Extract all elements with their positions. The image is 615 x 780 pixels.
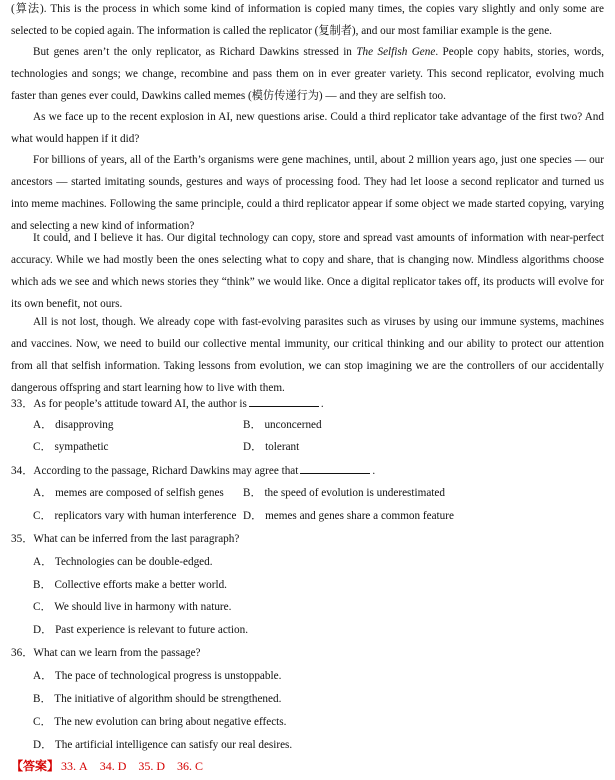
- paragraph-1: (算法). This is the process in which some kind of information is copied many times, the copies vary slightly and only some are selected to be copied again. The information is called the replicator (复制者), and our most familiar example is the gene.: [11, 3, 604, 38]
- answer-35: 35. D: [138, 759, 166, 773]
- question-33: 33．As for people’s attitude toward AI, the author is .: [11, 395, 324, 412]
- book-title: The Selfish Gene: [356, 46, 436, 58]
- answer-36: 36. C: [177, 759, 204, 773]
- paragraph-3: As we face up to the recent explosion in AI, new questions arise. Could a third replicator take advantage of the first two? And what would happen if it did?: [11, 111, 604, 146]
- answer-blank: [249, 395, 319, 407]
- option-34-c: C． replicators vary with human interference: [33, 510, 237, 522]
- option-35-b: B． Collective efforts make a better world.: [33, 579, 227, 591]
- answer-blank: [300, 462, 370, 474]
- option-34-b: B． the speed of evolution is underestimated: [243, 487, 445, 499]
- paragraph-6: All is not lost, though. We already cope with fast-evolving parasites such as viruses by using our immune systems, machines and vaccines. Now, we need to build our collective mental immunity, our critical thinking and our ability to protect our attention from all that selfish information. Taking lessons from evolution, we can stop imagining we are the controllers of our accidentally dangerous offspring and start learning how to live with them.: [11, 316, 604, 395]
- paragraph-2: But genes aren’t the only replicator, as Richard Dawkins stressed in The Selfish Gene. People copy habits, stories, words, technologies and songs; we change, recombine and pass them on in ever greater variety. This second replicator, evolving much faster than genes ever could, Dawkins called memes (模仿传递行为) — and they are selfish too.: [11, 46, 604, 103]
- option-35-d: D． Past experience is relevant to future action.: [33, 624, 248, 636]
- option-36-d: D． The artificial intelligence can satisfy our real desires.: [33, 739, 293, 751]
- paragraph-4: For billions of years, all of the Earth’s organisms were gene machines, until, about 2 million years ago, just one species — our ancestors — started imitating sounds, gestures and ways of processing food. They had let loose a second replicator and turned us into meme machines. Following the same principle, could a third replicator appear if some object we made started copying, varying and selecting a new kind of information?: [11, 154, 604, 233]
- option-35-c: C． We should live in harmony with nature.: [33, 601, 232, 613]
- option-33-b: B． unconcerned: [243, 419, 322, 431]
- answer-34: 34. D: [99, 759, 127, 773]
- option-35-a: A． Technologies can be double-edged.: [33, 556, 213, 568]
- option-36-b: B． The initiative of algorithm should be strengthened.: [33, 693, 282, 705]
- option-33-c: C． sympathetic: [33, 441, 109, 453]
- question-36: 36．What can we learn from the passage?: [11, 647, 201, 659]
- option-36-c: C． The new evolution can bring about negative effects.: [33, 716, 287, 728]
- question-35: 35．What can be inferred from the last paragraph?: [11, 533, 240, 545]
- option-33-d: D． tolerant: [243, 441, 300, 453]
- option-33-a: A． disapproving: [33, 419, 114, 431]
- question-34: 34．According to the passage, Richard Dawkins may agree that .: [11, 462, 375, 479]
- option-36-a: A． The pace of technological progress is unstoppable.: [33, 670, 282, 682]
- option-34-d: D． memes and genes share a common feature: [243, 510, 454, 522]
- option-34-a: A． memes are composed of selfish genes: [33, 487, 224, 499]
- answer-33: 33. A: [61, 759, 88, 773]
- answer-key: [11, 758, 215, 774]
- paragraph-5: It could, and I believe it has. Our digital technology can copy, store and spread vast amounts of information with near-perfect accuracy. While we had mostly been the ones selecting what to copy and share, that is changing now. Mindless algorithms choose which ads we see and which news stories they “think” we would like. Once a digital replicator takes off, its products will evolve for its own benefit, not ours.: [11, 232, 604, 311]
- answer-tag: 【答案】: [11, 759, 60, 773]
